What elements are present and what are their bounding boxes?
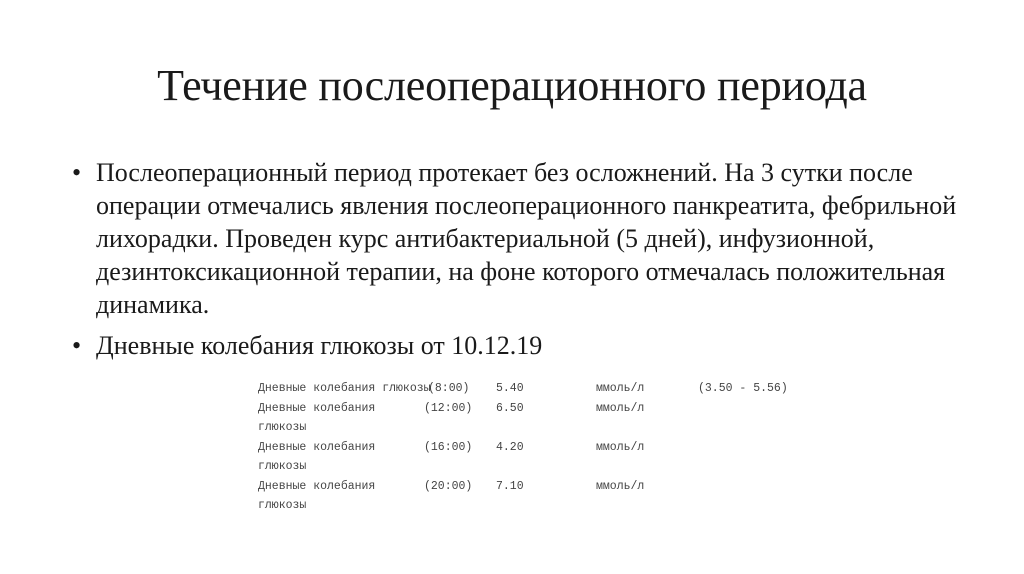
- bullet-text: Послеоперационный период протекает без осложнений. На 3 сутки после операции отмечались явления послеоперационного панкреатита, фебрильной лихорадки. Проведен курс антибактериальной (5 дней), инфузионной, дезинтоксикационной терапии, на фоне которого отмечалась положительная динамика.: [96, 158, 957, 319]
- slide-title: Течение послеоперационного периода: [157, 61, 867, 110]
- row-time: (20:00): [424, 479, 473, 493]
- row-label-wrap: глюкозы: [258, 460, 307, 473]
- row-label-wrap: глюкозы: [258, 499, 307, 512]
- row-time: (12:00): [424, 401, 473, 415]
- bullet-list: [72, 156, 962, 370]
- row-label-wrap: глюкозы: [258, 421, 307, 434]
- row-value: 7.10: [496, 479, 524, 493]
- bullet-text: Дневные колебания глюкозы от 10.12.19: [96, 331, 543, 360]
- row-time: (8:00): [428, 382, 470, 395]
- row-unit: ммоль/л: [596, 401, 645, 415]
- row-unit: ммоль/л: [596, 440, 645, 454]
- row-unit: ммоль/л: [596, 382, 645, 395]
- row-label: Дневные колебания: [258, 401, 376, 415]
- bullet-glucose-heading: [72, 329, 962, 362]
- bullet-icon: •: [72, 158, 82, 187]
- row-label: Дневные колебания: [258, 440, 376, 454]
- row-label: Дневные колебания глюкозы: [258, 382, 431, 395]
- row-value: 5.40: [496, 382, 524, 395]
- row-unit: ммоль/л: [596, 479, 645, 493]
- bullet-icon: •: [72, 331, 82, 360]
- row-label: Дневные колебания: [258, 479, 376, 493]
- row-time: (16:00): [424, 440, 473, 454]
- row-value: 6.50: [496, 401, 524, 415]
- row-value: 4.20: [496, 440, 524, 454]
- row-range: (3.50 - 5.56): [698, 382, 788, 395]
- bullet-postop-course: [72, 156, 962, 321]
